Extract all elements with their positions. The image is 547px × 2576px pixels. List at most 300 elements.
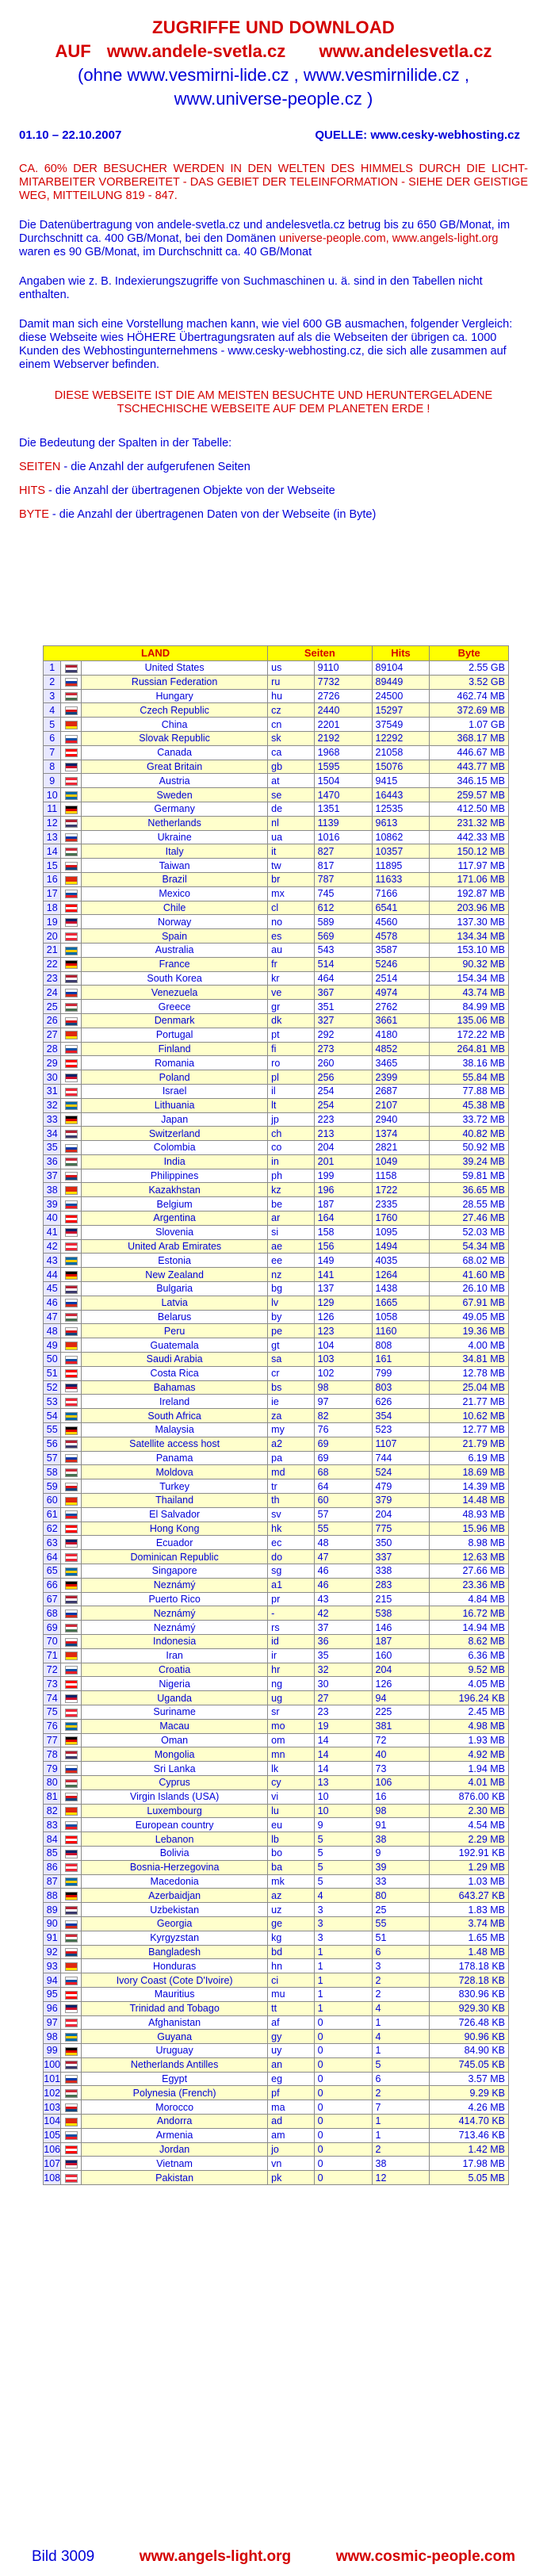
stats-table	[43, 645, 509, 2185]
hits-value: 16	[372, 1789, 430, 1804]
row-number: 40	[44, 1211, 61, 1226]
table-row	[44, 1832, 509, 1847]
row-number: 53	[44, 1395, 61, 1409]
flag-icon	[61, 1916, 82, 1931]
country-name: Argentina	[82, 1211, 268, 1226]
bytes-value: 15.96 MB	[430, 1521, 509, 1536]
hits-value: 1049	[372, 1154, 430, 1169]
flag-icon	[61, 1507, 82, 1521]
country-name: Mexico	[82, 886, 268, 901]
country-code: mn	[268, 1747, 315, 1762]
flag-icon	[65, 1610, 78, 1618]
flag-icon	[61, 731, 82, 745]
flag-icon	[65, 1003, 78, 1012]
bytes-value: 90.32 MB	[430, 957, 509, 971]
country-name: Philippines	[82, 1169, 268, 1183]
legend-item-byte	[0, 508, 547, 521]
flag-icon	[61, 1042, 82, 1056]
flag-icon	[61, 1451, 82, 1465]
row-number: 61	[44, 1507, 61, 1521]
hits-value: 40	[372, 1747, 430, 1762]
row-number: 35	[44, 1141, 61, 1155]
row-number: 67	[44, 1592, 61, 1606]
country-code: jo	[268, 2142, 315, 2157]
flag-icon	[61, 1141, 82, 1155]
pages-value: 10	[314, 1804, 372, 1818]
flag-icon	[61, 774, 82, 788]
table-row	[44, 1818, 509, 1832]
pages-value: 1504	[314, 774, 372, 788]
flag-icon	[65, 1977, 78, 1985]
country-name: Afghanistan	[82, 2015, 268, 2030]
flag-icon	[65, 1369, 78, 1378]
bytes-value: 52.03 MB	[430, 1225, 509, 1239]
row-number: 72	[44, 1663, 61, 1677]
bytes-value: 38.16 MB	[430, 1056, 509, 1070]
bytes-value: 8.62 MB	[430, 1634, 509, 1648]
row-number: 9	[44, 774, 61, 788]
pages-value: 76	[314, 1423, 372, 1437]
row-number: 52	[44, 1380, 61, 1395]
bytes-value: 17.98 MB	[430, 2157, 509, 2171]
country-code: bo	[268, 1846, 315, 1860]
hits-value: 1058	[372, 1310, 430, 1324]
table-row	[44, 1268, 509, 1282]
flag-icon	[61, 1268, 82, 1282]
flag-icon	[61, 1338, 82, 1353]
table-row	[44, 1578, 509, 1592]
flag-icon	[61, 1098, 82, 1112]
footer-bild: Bild 3009	[32, 2548, 95, 2565]
row-number: 36	[44, 1154, 61, 1169]
bytes-value: 41.60 MB	[430, 1268, 509, 1282]
row-number: 98	[44, 2030, 61, 2044]
hits-value: 98	[372, 1804, 430, 1818]
table-row	[44, 2015, 509, 2030]
country-code: lk	[268, 1762, 315, 1776]
table-row	[44, 1353, 509, 1367]
hits-value: 6	[372, 1945, 430, 1959]
table-row	[44, 929, 509, 944]
pages-value: 256	[314, 1070, 372, 1085]
row-number: 28	[44, 1042, 61, 1056]
country-name: Turkey	[82, 1479, 268, 1494]
bytes-value: 264.81 MB	[430, 1042, 509, 1056]
country-name: Netherlands	[82, 816, 268, 830]
pages-value: 164	[314, 1211, 372, 1226]
pages-value: 64	[314, 1479, 372, 1494]
hits-value: 354	[372, 1409, 430, 1423]
hits-value: 2687	[372, 1084, 430, 1098]
flag-icon	[61, 1846, 82, 1860]
hits-value: 72	[372, 1733, 430, 1747]
flag-icon	[61, 915, 82, 929]
hits-value: 12535	[372, 802, 430, 816]
pages-value: 14	[314, 1762, 372, 1776]
pages-value: 787	[314, 872, 372, 886]
bytes-value: 154.34 MB	[430, 971, 509, 986]
flag-icon	[61, 1437, 82, 1451]
flag-icon	[61, 1959, 82, 1973]
pages-value: 1	[314, 1973, 372, 1988]
flag-icon	[65, 862, 78, 871]
country-name: Moldova	[82, 1465, 268, 1479]
country-name: Puerto Rico	[82, 1592, 268, 1606]
flag-icon	[61, 2030, 82, 2044]
hits-value: 1	[372, 2015, 430, 2030]
flag-icon	[61, 1804, 82, 1818]
country-name: Neznámý	[82, 1606, 268, 1621]
hits-value: 9	[372, 1846, 430, 1860]
table-row	[44, 1141, 509, 1155]
pages-value: 351	[314, 1000, 372, 1014]
hits-value: 91	[372, 1818, 430, 1832]
row-number: 19	[44, 915, 61, 929]
pages-value: 14	[314, 1733, 372, 1747]
flag-icon	[61, 1874, 82, 1889]
country-code: sr	[268, 1705, 315, 1719]
hits-value: 350	[372, 1536, 430, 1550]
pages-value: 126	[314, 1310, 372, 1324]
table-row	[44, 1127, 509, 1141]
bytes-value: 3.57 MB	[430, 2072, 509, 2086]
bytes-value: 4.26 MB	[430, 2100, 509, 2115]
country-code: sg	[268, 1564, 315, 1579]
bytes-value: 19.36 MB	[430, 1324, 509, 1338]
pages-value: 1	[314, 1987, 372, 2001]
bytes-value: 929.30 KB	[430, 2001, 509, 2015]
row-number: 29	[44, 1056, 61, 1070]
bytes-value: 4.84 MB	[430, 1592, 509, 1606]
bytes-value: 726.48 KB	[430, 2015, 509, 2030]
pages-value: 589	[314, 915, 372, 929]
bytes-value: 27.66 MB	[430, 1564, 509, 1579]
country-code: rs	[268, 1621, 315, 1635]
hits-value: 7166	[372, 886, 430, 901]
table-row	[44, 802, 509, 816]
flag-icon	[65, 763, 78, 771]
row-number: 14	[44, 844, 61, 859]
country-name: Bosnia-Herzegovina	[82, 1860, 268, 1874]
row-number: 18	[44, 901, 61, 915]
country-code: ma	[268, 2100, 315, 2115]
flag-icon	[65, 1440, 78, 1449]
bytes-value: 21.79 MB	[430, 1437, 509, 1451]
flag-icon	[61, 1903, 82, 1917]
row-number: 43	[44, 1254, 61, 1268]
header-hits: Hits	[372, 646, 430, 661]
country-code: gb	[268, 760, 315, 774]
row-number: 86	[44, 1860, 61, 1874]
flag-icon	[65, 1850, 78, 1858]
bytes-value: 4.00 MB	[430, 1338, 509, 1353]
country-name: European country	[82, 1818, 268, 1832]
table-row	[44, 1409, 509, 1423]
country-code: ru	[268, 675, 315, 689]
table-row	[44, 1916, 509, 1931]
flag-icon	[65, 1991, 78, 2000]
row-number: 106	[44, 2144, 61, 2156]
flag-icon	[65, 1638, 78, 1647]
bytes-value: 2.30 MB	[430, 1804, 509, 1818]
pages-value: 47	[314, 1550, 372, 1564]
table-row	[44, 1931, 509, 1945]
pages-value: 27	[314, 1691, 372, 1705]
country-name: Polynesia (French)	[82, 2086, 268, 2100]
pages-value: 97	[314, 1395, 372, 1409]
bytes-value: 48.93 MB	[430, 1507, 509, 1521]
country-code: ir	[268, 1648, 315, 1663]
country-code: ge	[268, 1916, 315, 1931]
row-number: 3	[44, 689, 61, 703]
flag-icon	[61, 957, 82, 971]
country-name: Italy	[82, 844, 268, 859]
footer-link-2[interactable]: www.cosmic-people.com	[335, 2548, 515, 2565]
country-code: cn	[268, 718, 315, 732]
pages-value: 98	[314, 1380, 372, 1395]
country-code: am	[268, 2128, 315, 2142]
bytes-value: 1.93 MB	[430, 1733, 509, 1747]
pages-value: 1139	[314, 816, 372, 830]
country-code: id	[268, 1634, 315, 1648]
row-number: 58	[44, 1465, 61, 1479]
bytes-value: 442.33 MB	[430, 830, 509, 844]
country-code: bd	[268, 1945, 315, 1959]
row-number: 78	[44, 1747, 61, 1762]
country-name: Bahamas	[82, 1380, 268, 1395]
hits-value: 1760	[372, 1211, 430, 1226]
site-link-2[interactable]: www.andelesvetla.cz	[319, 41, 492, 61]
country-code: ro	[268, 1056, 315, 1070]
country-name: India	[82, 1154, 268, 1169]
flag-icon	[61, 1648, 82, 1663]
hits-value: 33	[372, 1874, 430, 1889]
bytes-value: 412.50 MB	[430, 802, 509, 816]
flag-icon	[65, 833, 78, 842]
hits-value: 126	[372, 1677, 430, 1691]
flag-icon	[65, 1779, 78, 1788]
flag-icon	[61, 2044, 82, 2058]
legend-desc: - die Anzahl der übertragenen Daten von der Webseite (in Byte)	[48, 508, 377, 521]
pages-value: 0	[314, 2128, 372, 2142]
country-code: kz	[268, 1183, 315, 1197]
country-name: China	[82, 718, 268, 732]
hits-value: 4560	[372, 915, 430, 929]
row-number: 88	[44, 1889, 61, 1903]
row-number: 42	[44, 1239, 61, 1254]
pages-value: 2201	[314, 718, 372, 732]
row-number: 48	[44, 1324, 61, 1338]
country-code: af	[268, 2015, 315, 2030]
country-name: Oman	[82, 1733, 268, 1747]
flag-icon	[65, 1384, 78, 1392]
country-name: Cyprus	[82, 1775, 268, 1789]
country-name: Neznámý	[82, 1578, 268, 1592]
country-code: lt	[268, 1098, 315, 1112]
table-row	[44, 1282, 509, 1296]
pages-value: 196	[314, 1183, 372, 1197]
bytes-value: 16.72 MB	[430, 1606, 509, 1621]
flag-icon	[61, 1550, 82, 1564]
country-name: Ukraine	[82, 830, 268, 844]
flag-icon	[61, 816, 82, 830]
country-code: es	[268, 929, 315, 944]
table-row	[44, 1648, 509, 1663]
table-row	[44, 1479, 509, 1494]
table-row	[44, 1296, 509, 1310]
flag-icon	[61, 971, 82, 986]
flag-icon	[65, 806, 78, 814]
country-name: Sri Lanka	[82, 1762, 268, 1776]
country-code: pk	[268, 2171, 315, 2185]
table-row	[44, 1507, 509, 1521]
pages-value: 9	[314, 1818, 372, 1832]
table-row	[44, 1663, 509, 1677]
bytes-value: 12.63 MB	[430, 1550, 509, 1564]
country-name: El Salvador	[82, 1507, 268, 1521]
flag-icon	[65, 2103, 78, 2112]
country-name: Uruguay	[82, 2044, 268, 2058]
row-number: 56	[44, 1437, 61, 1451]
table-row	[44, 1804, 509, 1818]
flag-icon	[65, 791, 78, 800]
table-row	[44, 1324, 509, 1338]
flag-icon	[61, 1211, 82, 1226]
table-row	[44, 901, 509, 915]
paragraph-indexing: Angaben wie z. B. Indexierungszugriffe von Suchmaschinen u. ä. sind in den Tabellen nicht enthalten.	[19, 275, 483, 301]
flag-icon	[61, 943, 82, 957]
hits-value: 1	[372, 2128, 430, 2142]
country-code: bs	[268, 1380, 315, 1395]
row-number: 34	[44, 1127, 61, 1141]
flag-icon	[65, 1271, 78, 1280]
flag-icon	[61, 661, 82, 676]
country-name: Trinidad and Tobago	[82, 2001, 268, 2015]
flag-icon	[65, 1200, 78, 1209]
table-row	[44, 1169, 509, 1183]
country-code: ci	[268, 1973, 315, 1988]
hits-value: 4035	[372, 1254, 430, 1268]
bytes-value: 4.05 MB	[430, 1677, 509, 1691]
flag-icon	[65, 1906, 78, 1915]
flag-icon	[65, 1116, 78, 1124]
row-number: 84	[44, 1832, 61, 1847]
pages-value: 103	[314, 1353, 372, 1367]
country-name: Taiwan	[82, 859, 268, 873]
bytes-value: 90.96 KB	[430, 2030, 509, 2044]
hits-value: 523	[372, 1423, 430, 1437]
country-name: Georgia	[82, 1916, 268, 1931]
row-number: 68	[44, 1606, 61, 1621]
country-name: Mongolia	[82, 1747, 268, 1762]
table-row	[44, 1451, 509, 1465]
flag-icon	[65, 918, 78, 927]
row-number: 87	[44, 1874, 61, 1889]
country-name: Costa Rica	[82, 1366, 268, 1380]
bytes-value: 3.52 GB	[430, 675, 509, 689]
country-code: nz	[268, 1268, 315, 1282]
flag-icon	[65, 1948, 78, 1957]
flag-icon	[65, 706, 78, 715]
country-name: Kyrgyzstan	[82, 1931, 268, 1945]
pages-value: 3	[314, 1916, 372, 1931]
hits-value: 1158	[372, 1169, 430, 1183]
flag-icon	[65, 2033, 78, 2042]
pages-value: 32	[314, 1663, 372, 1677]
bytes-value: 12.78 MB	[430, 1366, 509, 1380]
hits-value: 55	[372, 1916, 430, 1931]
pages-value: 42	[314, 1606, 372, 1621]
flag-icon	[61, 1465, 82, 1479]
country-name: Luxembourg	[82, 1804, 268, 1818]
flag-icon	[65, 2118, 78, 2126]
hits-value: 6541	[372, 901, 430, 915]
bytes-value: 68.02 MB	[430, 1254, 509, 1268]
bytes-value: 830.96 KB	[430, 1987, 509, 2001]
country-name: Lebanon	[82, 1832, 268, 1847]
table-row	[44, 2072, 509, 2086]
hits-value: 3661	[372, 1013, 430, 1028]
site-link-1[interactable]: www.andele-svetla.cz	[106, 41, 286, 61]
footer-link-1[interactable]: www.angels-light.org	[139, 2548, 292, 2565]
hits-value: 146	[372, 1621, 430, 1635]
country-code: pf	[268, 2086, 315, 2100]
pages-value: 123	[314, 1324, 372, 1338]
flag-icon	[65, 1751, 78, 1759]
flag-icon	[61, 1169, 82, 1183]
pages-value: 0	[314, 2072, 372, 2086]
pages-value: 1	[314, 2001, 372, 2015]
row-number: 59	[44, 1479, 61, 1494]
pages-value: 5	[314, 1874, 372, 1889]
flag-icon	[65, 1510, 78, 1519]
flag-icon	[65, 1144, 78, 1153]
pages-value: 292	[314, 1028, 372, 1042]
pages-value: 0	[314, 2086, 372, 2100]
hits-value: 21058	[372, 745, 430, 760]
country-name: Slovenia	[82, 1225, 268, 1239]
table-row	[44, 859, 509, 873]
row-number: 8	[44, 760, 61, 774]
hits-value: 4852	[372, 1042, 430, 1056]
table-header-row	[44, 646, 509, 661]
flag-icon	[61, 1775, 82, 1789]
pages-value: 327	[314, 1013, 372, 1028]
flag-icon	[61, 1310, 82, 1324]
country-name: Nigeria	[82, 1677, 268, 1691]
bytes-value: 1.83 MB	[430, 1903, 509, 1917]
pages-value: 137	[314, 1282, 372, 1296]
flag-icon	[61, 1860, 82, 1874]
bytes-value: 6.36 MB	[430, 1648, 509, 1663]
pages-value: 204	[314, 1141, 372, 1155]
row-number: 65	[44, 1564, 61, 1579]
bytes-value: 153.10 MB	[430, 943, 509, 957]
table-row	[44, 1973, 509, 1988]
flag-icon	[61, 703, 82, 718]
bytes-value: 40.82 MB	[430, 1127, 509, 1141]
flag-icon	[61, 2157, 82, 2171]
hits-value: 38	[372, 1832, 430, 1847]
hits-value: 215	[372, 1592, 430, 1606]
hits-value: 4	[372, 2030, 430, 2044]
pages-value: 158	[314, 1225, 372, 1239]
hits-value: 10862	[372, 830, 430, 844]
row-number: 32	[44, 1098, 61, 1112]
hits-value: 12	[372, 2171, 430, 2185]
flag-icon	[65, 1793, 78, 1801]
flag-icon	[61, 901, 82, 915]
